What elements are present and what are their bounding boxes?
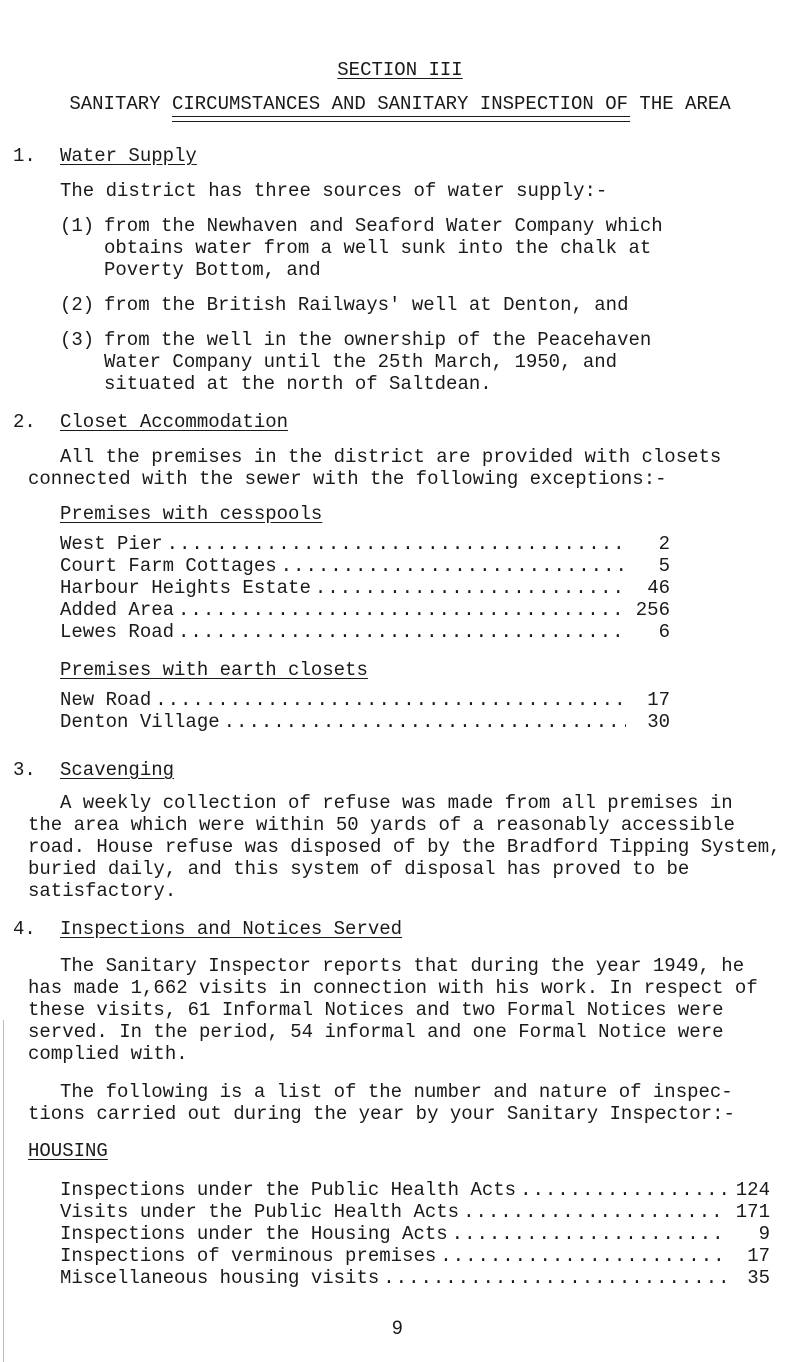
row-label: Denton Village	[60, 711, 220, 733]
row-value: 35	[747, 1267, 770, 1289]
subtitle-text: SANITARY CIRCUMSTANCES AND SANITARY INSPECTION OF THE AREA	[69, 93, 731, 115]
section-title	[0, 59, 800, 81]
closet-intro-line: All the premises in the district are provided with closets	[60, 446, 722, 468]
water-item-3-line: Water Company until the 25th March, 1950, and	[104, 351, 618, 373]
water-item-3-line: situated at the north of Saltdean.	[104, 373, 492, 395]
leader-dots	[178, 599, 626, 621]
water-item-2-number: (2)	[60, 294, 95, 316]
scavenging-line: A weekly collection of refuse was made from all premises in	[60, 792, 733, 814]
earth-closets-heading: Premises with earth closets	[60, 659, 368, 681]
row-value: 171	[735, 1201, 770, 1223]
scan-margin-line	[3, 1020, 4, 1362]
water-item-1-line: Poverty Bottom, and	[104, 259, 321, 281]
housing-row	[60, 1267, 770, 1289]
row-label: Court Farm Cottages	[60, 555, 277, 577]
inspections-line: has made 1,662 visits in connection with his work. In respect of	[28, 977, 758, 999]
water-item-2-line: from the British Railways' well at Denton, and	[104, 294, 629, 316]
section-3-number: 3.	[13, 759, 36, 781]
water-item-1-number: (1)	[60, 215, 95, 237]
section-1-number: 1.	[13, 145, 36, 167]
row-value: 256	[635, 599, 670, 621]
water-item-1-line: from the Newhaven and Seaford Water Company which	[104, 215, 663, 237]
housing-row	[60, 1223, 770, 1245]
list-intro-line: The following is a list of the number and nature of inspec-	[60, 1081, 733, 1103]
row-value: 17	[747, 1245, 770, 1267]
row-value: 46	[647, 577, 670, 599]
closet-intro-line: connected with the sewer with the following exceptions:-	[28, 468, 667, 490]
cesspool-row	[60, 555, 670, 577]
row-label: Harbour Heights Estate	[60, 577, 311, 599]
list-intro-line: tions carried out during the year by your Sanitary Inspector:-	[28, 1103, 735, 1125]
row-label: New Road	[60, 689, 152, 711]
leader-dots	[224, 711, 626, 733]
inspections-line: The Sanitary Inspector reports that during the year 1949, he	[60, 955, 745, 977]
leader-dots	[281, 555, 626, 577]
section-1-heading: Water Supply	[60, 145, 197, 167]
row-value: 124	[735, 1179, 770, 1201]
leader-dots	[167, 533, 626, 555]
row-label: Lewes Road	[60, 621, 175, 643]
water-item-3-number: (3)	[60, 329, 95, 351]
subtitle-double-rule	[172, 116, 630, 122]
row-label: Added Area	[60, 599, 175, 621]
leader-dots	[440, 1245, 726, 1267]
cesspool-row	[60, 577, 670, 599]
row-value: 5	[658, 555, 670, 577]
scavenging-line: buried daily, and this system of disposal has proved to be	[28, 858, 690, 880]
housing-row	[60, 1201, 770, 1223]
leader-dots	[520, 1179, 726, 1201]
earth-closet-row	[60, 711, 670, 733]
section-4-number: 4.	[13, 918, 36, 940]
leader-dots	[155, 689, 626, 711]
row-label: Miscellaneous housing visits	[60, 1267, 380, 1289]
section-4-heading: Inspections and Notices Served	[60, 918, 403, 940]
row-label: Inspections under the Housing Acts	[60, 1223, 448, 1245]
row-value: 2	[658, 533, 670, 555]
leader-dots	[463, 1201, 726, 1223]
inspections-line: served. In the period, 54 informal and one Formal Notice were	[28, 1021, 724, 1043]
leader-dots	[178, 621, 626, 643]
housing-row	[60, 1179, 770, 1201]
leader-dots	[452, 1223, 726, 1245]
inspections-line: these visits, 61 Informal Notices and two Formal Notices were	[28, 999, 724, 1021]
leader-dots	[383, 1267, 726, 1289]
water-item-1-line: obtains water from a well sunk into the chalk at	[104, 237, 652, 259]
row-value: 6	[658, 621, 670, 643]
row-value: 9	[758, 1223, 770, 1245]
cesspool-row	[60, 621, 670, 643]
row-label: Inspections of verminous premises	[60, 1245, 437, 1267]
cesspools-heading: Premises with cesspools	[60, 503, 323, 525]
section-2-number: 2.	[13, 411, 36, 433]
scavenging-line: road. House refuse was disposed of by the Bradford Tipping System,	[28, 836, 781, 858]
row-label: West Pier	[60, 533, 163, 555]
housing-heading: HOUSING	[28, 1140, 108, 1162]
cesspool-row	[60, 533, 670, 555]
section-2-heading: Closet Accommodation	[60, 411, 289, 433]
scavenging-line: the area which were within 50 yards of a reasonably accessible	[28, 814, 735, 836]
page-number: 9	[392, 1318, 403, 1339]
row-value: 17	[647, 689, 670, 711]
document-subtitle	[0, 93, 800, 115]
water-supply-intro: The district has three sources of water supply:-	[60, 180, 608, 202]
earth-closet-row	[60, 689, 670, 711]
cesspool-row	[60, 599, 670, 621]
water-item-3-line: from the well in the ownership of the Peacehaven	[104, 329, 652, 351]
row-label: Inspections under the Public Health Acts	[60, 1179, 517, 1201]
housing-row	[60, 1245, 770, 1267]
inspections-line: complied with.	[28, 1043, 188, 1065]
section-3-heading: Scavenging	[60, 759, 175, 781]
row-value: 30	[647, 711, 670, 733]
section-title-text: SECTION III	[337, 59, 463, 81]
row-label: Visits under the Public Health Acts	[60, 1201, 460, 1223]
leader-dots	[315, 577, 626, 599]
scavenging-line: satisfactory.	[28, 880, 177, 902]
